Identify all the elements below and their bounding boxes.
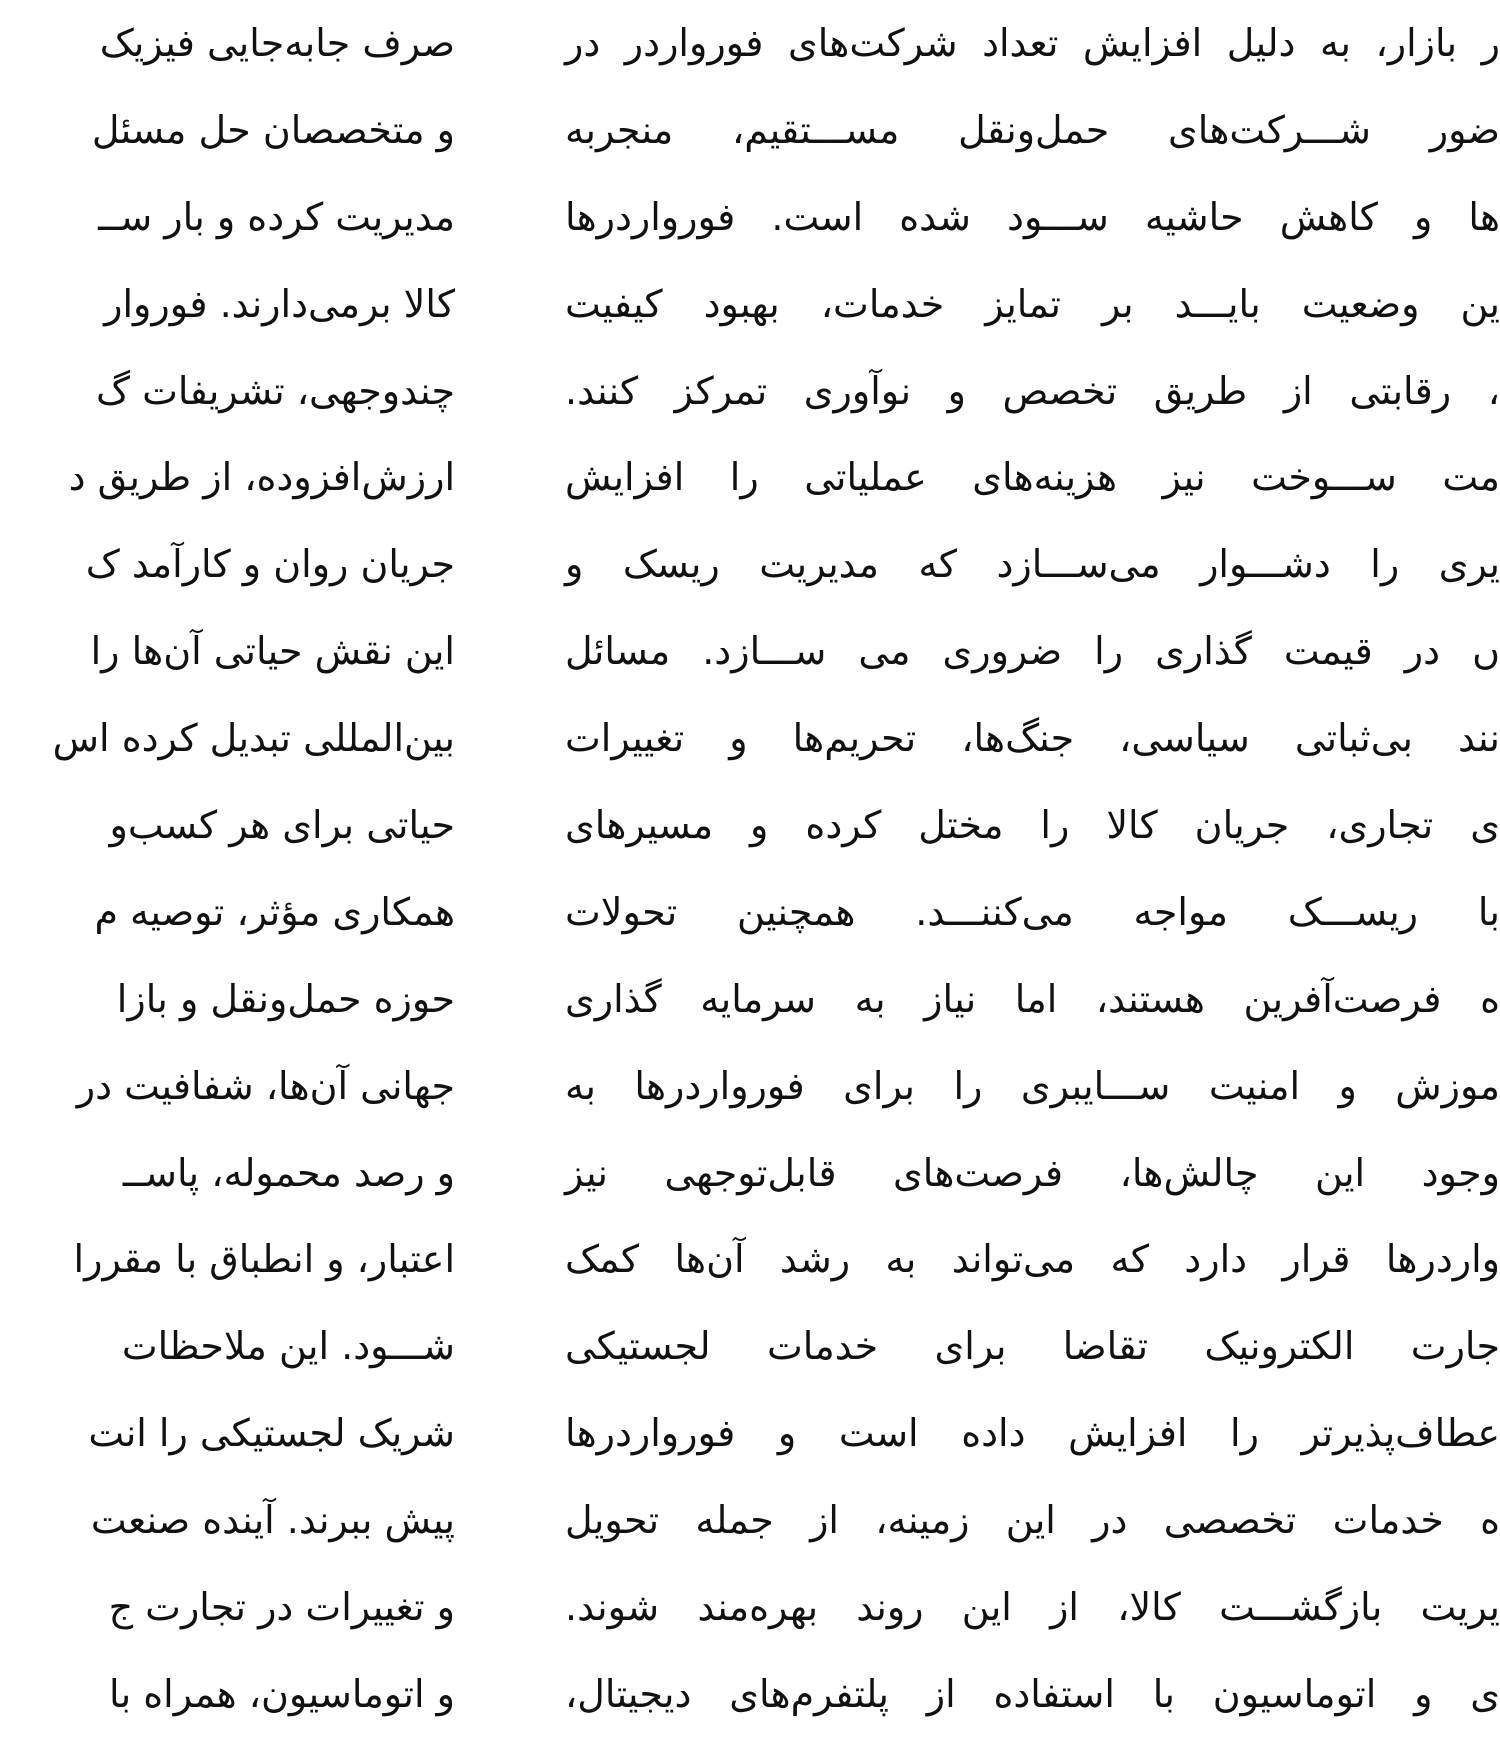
- right-column-line: موزش و امنیت ســـایبری را برای فورواردرها به: [565, 1063, 1500, 1108]
- left-column-line: این نقش حیاتی آن‌ها را: [90, 629, 455, 674]
- right-column-line: عطاف‌پذیرتر را افزایش داده است و فورواردرها: [565, 1411, 1500, 1456]
- left-column-line: شـــود. این ملاحظات: [121, 1324, 455, 1369]
- left-column-line: جریان روان و کارآمد ک: [85, 542, 455, 587]
- right-column-line: ، رقابتی از طریق تخصص و نوآوری تمرکز کنند.: [565, 368, 1500, 413]
- left-column-line: مدیریت کرده و بار ســ: [98, 194, 455, 239]
- right-column-line: یری را دشـــوار می‌ســـازد که مدیریت ریسک و: [565, 542, 1500, 587]
- right-column-line: ین وضعیت بایـــد بر تمایز خدمات، بهبود کیفیت: [565, 281, 1500, 326]
- right-column-line: ها و کاهش حاشیه ســـود شده است. فورواردرها: [565, 194, 1500, 239]
- left-column-line: و رصد محموله، پاســ: [122, 1150, 455, 1195]
- left-column-line: ارزش‌افزوده، از طریق د: [68, 455, 455, 500]
- left-column-line: همکاری مؤثر، توصیه م: [94, 889, 455, 934]
- left-column-line: صرف جابه‌جایی فیزیک: [99, 21, 455, 65]
- right-column-line: مت ســـوخت نیز هزینه‌های عملیاتی را افزایش: [565, 455, 1500, 500]
- left-column-line: کالا برمی‌دارند. فوروار: [104, 281, 455, 326]
- right-column-line: ضور شـــرکت‌های حمل‌ونقل مســـتقیم، منجربه: [565, 107, 1500, 152]
- right-column-line: با ریســـک مواجه می‌کننـــد. همچنین تحولات: [565, 889, 1500, 934]
- left-column-line: پیش ببرند. آینده صنعت: [90, 1498, 455, 1543]
- right-column-line: نند بی‌ثباتی سیاسی، جنگ‌ها، تحریم‌ها و تغییرات: [565, 716, 1500, 761]
- left-column-line: حوزه حمل‌ونقل و بازا: [116, 976, 455, 1021]
- left-column-line: بین‌المللی تبدیل کرده اس: [52, 716, 455, 761]
- left-column-line: و تغییرات در تجارت ج: [108, 1585, 455, 1630]
- right-column-line: ه خدمات تخصصی در این زمینه، از جمله تحویل: [565, 1498, 1500, 1543]
- left-column-line: و متخصصان حل مسئل: [91, 107, 455, 152]
- left-column-line: جهانی آن‌ها، شفافیت در: [76, 1063, 455, 1108]
- left-column: [0, 0, 455, 1738]
- right-column-line: ں در قیمت گذاری را ضروری می ســـازد. مسائل: [565, 629, 1500, 674]
- right-column-line: ر بازار، به دلیل افزایش تعداد شرکت‌های فورواردر در: [565, 21, 1500, 65]
- right-column-line: جارت الکترونیک تقاضا برای خدمات لجستیکی: [565, 1324, 1500, 1369]
- right-column: [565, 0, 1500, 1738]
- left-column-line: شریک لجستیکی را انت: [88, 1411, 455, 1456]
- right-column-line: ی تجاری، جریان کالا را مختل کرده و مسیرهای: [565, 803, 1500, 848]
- left-column-line: اعتبار، و انطباق با مقررا: [73, 1237, 455, 1282]
- right-column-line: ی و اتوماسیون با استفاده از پلتفرم‌های دیجیتال،: [565, 1671, 1500, 1716]
- right-column-line: وجود این چالش‌ها، فرصت‌های قابل‌توجهی نیز: [565, 1150, 1500, 1195]
- left-column-line: چندوجهی، تشریفات گ: [96, 368, 455, 413]
- right-column-line: یریت بازگشـــت کالا، از این روند بهره‌مند شوند.: [565, 1585, 1500, 1630]
- right-column-line: ه فرصت‌آفرین هستند، اما نیاز به سرمایه گذاری: [565, 976, 1500, 1021]
- left-column-line: و اتوماسیون، همراه با: [109, 1671, 455, 1716]
- right-column-line: واردرها قرار دارد که می‌تواند به رشد آن‌ها کمک: [565, 1237, 1500, 1282]
- left-column-line: حیاتی برای هر کسب‌و: [109, 803, 455, 848]
